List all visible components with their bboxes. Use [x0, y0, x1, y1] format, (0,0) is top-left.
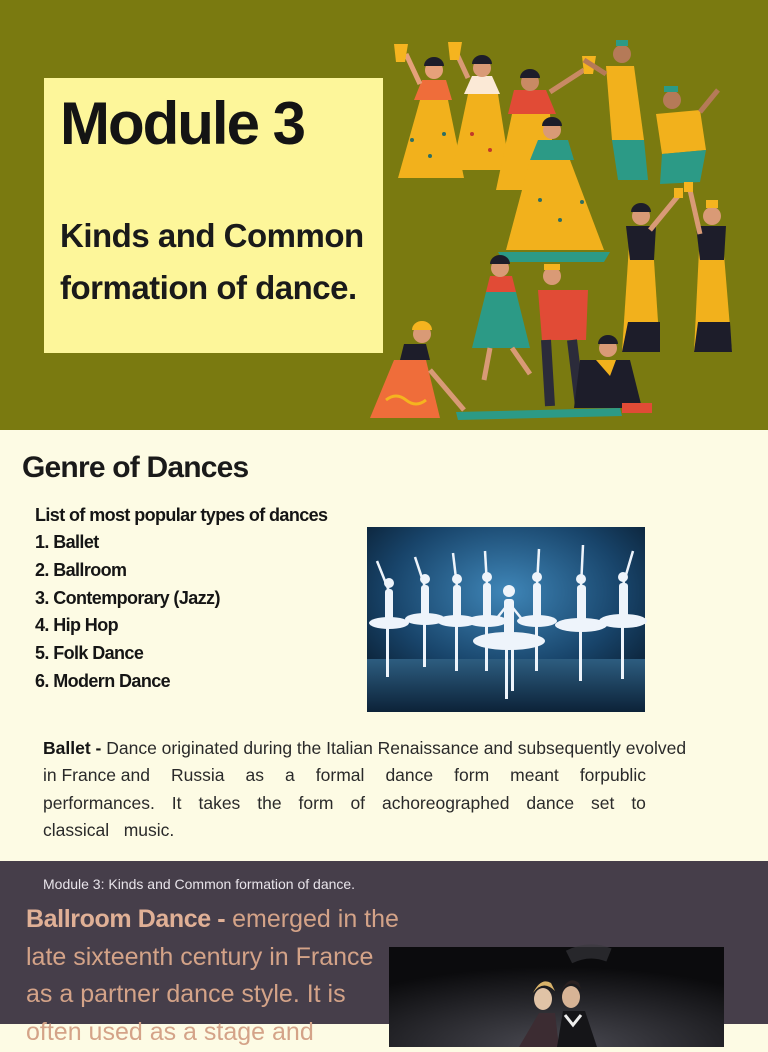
word: meant — [510, 765, 559, 786]
paragraph-line — [43, 762, 646, 789]
ballet-dancers-photo — [367, 527, 645, 712]
list-item: 4. Hip Hop — [35, 615, 118, 636]
list-item: 1. Ballet — [35, 532, 99, 552]
word: a — [285, 765, 295, 786]
word: formal — [315, 765, 365, 786]
paragraph-line: often used as a stage and — [26, 1017, 314, 1046]
word: takes — [198, 792, 241, 813]
dancer-figure — [448, 42, 510, 170]
module-subtitle — [60, 210, 376, 314]
word: form — [454, 765, 490, 786]
paragraph-line: as a partner dance style. It is — [26, 980, 346, 1008]
ballet-description — [43, 735, 709, 844]
word: to — [631, 792, 646, 813]
dance-types-list — [35, 529, 220, 696]
paragraph-line — [26, 901, 399, 939]
word: of — [350, 792, 366, 813]
ballroom-description — [26, 901, 399, 1051]
definition-text: Dance originated during the Italian Renaissance and subsequently evolved — [106, 738, 687, 758]
module-subtitle-line: formation of dance. — [60, 269, 357, 306]
word: forpublic — [579, 765, 646, 786]
dancer-figure — [370, 321, 464, 418]
term-ballet: Ballet - — [43, 738, 102, 758]
paragraph-line: late sixteenth century in France — [26, 942, 374, 971]
dancer-figure — [472, 255, 530, 380]
paragraph-line — [43, 735, 709, 762]
word: the — [257, 792, 282, 813]
header-banner — [0, 0, 768, 430]
ballroom-couple-photo — [389, 947, 724, 1047]
section-heading: Genre of Dances — [22, 451, 249, 484]
dancer-figure — [622, 188, 683, 352]
word: form — [298, 792, 334, 813]
list-item: 3. Contemporary (Jazz) — [35, 587, 220, 608]
word: dance — [526, 792, 575, 813]
list-item: 5. Folk Dance — [35, 643, 144, 664]
floor-mat — [456, 408, 622, 420]
word: set — [591, 792, 615, 813]
paragraph-line: classical music. — [43, 819, 175, 840]
dancer-figure — [394, 44, 464, 178]
dancer-figure — [684, 182, 732, 352]
word: in France and — [43, 765, 151, 786]
folk-dancers-illustration — [360, 30, 760, 425]
module-title: Module 3 — [60, 90, 305, 157]
list-intro: List of most popular types of dances — [35, 505, 328, 525]
module-caption: Module 3: Kinds and Common formation of dance. — [43, 876, 356, 892]
list-item: 2. Ballroom — [35, 559, 127, 580]
module-subtitle-line: Kinds and Common — [60, 217, 364, 254]
paragraph-line — [43, 790, 646, 817]
definition-text: emerged in the — [225, 905, 399, 933]
word: Russia — [171, 765, 225, 786]
word: performances. — [43, 792, 155, 813]
dancer-figure — [656, 86, 718, 184]
word: as — [245, 765, 265, 786]
word: dance — [385, 765, 434, 786]
word: achoreographed — [381, 792, 510, 813]
list-item: 6. Modern Dance — [35, 670, 171, 691]
term-ballroom: Ballroom Dance - — [26, 905, 226, 933]
title-card — [44, 78, 383, 353]
word: It — [171, 792, 182, 813]
ballroom-section — [0, 861, 768, 1046]
